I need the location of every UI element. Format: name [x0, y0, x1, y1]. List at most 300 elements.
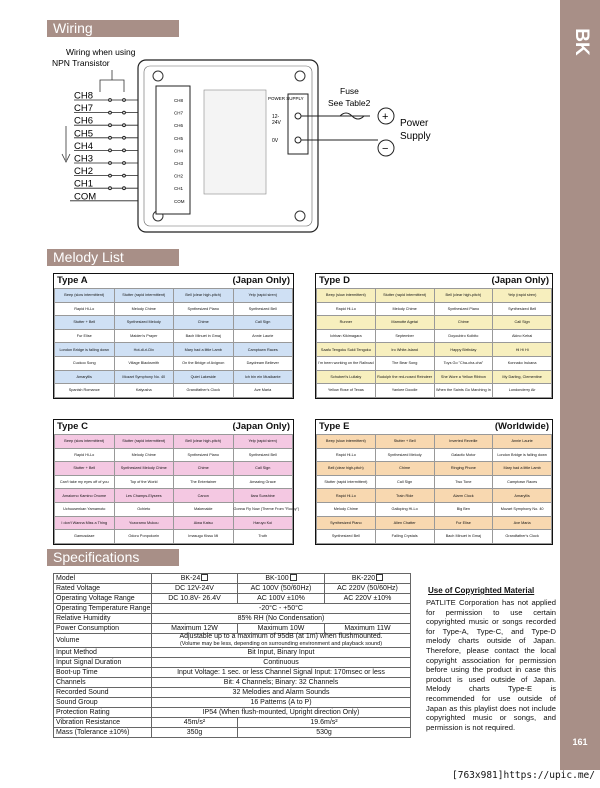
spec-value — [152, 728, 238, 738]
melody-cell: Annie Laurie — [233, 329, 293, 343]
spec-row — [54, 718, 411, 728]
spec-label: Vibration Resistance — [54, 718, 152, 728]
spec-value — [238, 574, 325, 584]
voltage-label-1: 12- — [272, 114, 280, 120]
melody-cell: Stutter + Bell — [55, 462, 115, 476]
spec-value-text: AC 100V ±10% — [257, 595, 305, 602]
spec-label: Operating Temperature Range — [54, 604, 152, 614]
melody-cell: Stutter (rapid intermittent) — [375, 289, 434, 303]
spec-value: IP54 (When flush-mounted, Upright direction Only) — [152, 708, 411, 718]
melody-cell: Call Sign — [375, 475, 434, 489]
melody-cell: Ich bin ein Musikante — [233, 370, 293, 384]
channel-label: CH2 — [74, 166, 94, 178]
spec-row — [54, 584, 411, 594]
spec-row — [54, 614, 411, 624]
spec-row — [54, 678, 411, 688]
spec-value-text: 350g — [186, 729, 203, 736]
power-label-1: Power — [400, 118, 429, 129]
spec-value-text: Maximum 11W — [344, 625, 391, 632]
spec-value-line: Adjustable up to a maximum of 95dB (at 1m) when flushmounted. — [179, 633, 383, 640]
melody-cell: Train Ride — [375, 489, 434, 503]
terminal-label: CH5 — [174, 135, 184, 141]
melody-cell: Synthesized Piano — [174, 302, 234, 316]
wiring-diagram — [40, 40, 460, 240]
switch-contact — [109, 124, 112, 127]
checkbox-icon[interactable] — [290, 574, 297, 581]
melody-table-region: (Japan Only) — [232, 275, 290, 286]
spec-value-text: Maximum 12W — [171, 625, 218, 632]
melody-cell: Stutter + Bell — [375, 435, 434, 449]
minus-sign: − — [382, 143, 389, 155]
spec-value: 32 Melodies and Alarm Sounds — [152, 688, 411, 698]
spec-value — [238, 584, 325, 594]
switch-contact — [109, 187, 112, 190]
melody-cell: Bach Minuet in Gmaj — [174, 329, 234, 343]
melody-cell: Synthesized Bell — [233, 448, 293, 462]
melody-cell: Ave Maria — [233, 384, 293, 398]
switch-contact — [123, 99, 126, 102]
melody-cell: Synthesized Melody — [114, 316, 174, 330]
spec-value-text: DC 12V-24V — [175, 585, 214, 592]
fuse-label-2: See Table2 — [328, 98, 371, 108]
melody-row — [55, 489, 293, 503]
terminal-label: CH2 — [174, 173, 184, 179]
spec-value — [238, 594, 325, 604]
melody-row — [317, 343, 552, 357]
melody-cell: London Bridge is falling down — [55, 343, 115, 357]
copyright-heading: Use of Copyrighted Material — [428, 586, 535, 595]
melody-cell: Quiet Lakeside — [174, 370, 234, 384]
melody-cell: Yankee Doodle — [375, 384, 434, 398]
melody-cell: Yelp (rapid siren) — [233, 289, 293, 303]
melody-cell: My Darling, Clementine — [493, 370, 552, 384]
melody-cell: Rapid Hi-Lo — [55, 448, 115, 462]
melody-cell: Call Sign — [233, 316, 293, 330]
switch-contact — [123, 124, 126, 127]
spec-value-note: (Volume may be less, depending on surrounding environment and playback sound) — [179, 640, 383, 647]
melody-row — [55, 530, 293, 544]
spec-table — [53, 573, 411, 738]
melody-row — [55, 462, 293, 476]
terminal-label: CH4 — [174, 148, 184, 154]
melody-cell: Camptown Races — [493, 475, 552, 489]
melody-cell: Two Tone — [434, 475, 493, 489]
terminal-label: CH8 — [174, 98, 184, 103]
spec-value-text: 19.6m/s² — [310, 719, 338, 726]
melody-table — [53, 419, 300, 545]
spec-value: Input Voltage: 1 sec. or less Channel Signal Input: 170msec or less — [152, 668, 411, 678]
spec-row — [54, 634, 411, 648]
power-label-2: Supply — [400, 131, 431, 142]
melody-cell: The Bear Song — [375, 356, 434, 370]
melody-table — [53, 273, 294, 399]
melody-cell: Melody Chime — [114, 302, 174, 316]
spec-value — [152, 574, 238, 584]
melody-cell: Synthesized Piano — [174, 448, 234, 462]
melody-cell: Truth — [233, 530, 293, 544]
melody-table-region: (Worldwide) — [494, 421, 549, 432]
melody-cell: Big Ben — [434, 502, 493, 516]
melody-cell: Londonderry Air — [493, 384, 552, 398]
melody-row — [317, 502, 552, 516]
melody-row — [317, 356, 552, 370]
switch-contact — [109, 99, 112, 102]
melody-cell: Melody Chime — [375, 302, 434, 316]
melody-cell: Mozart Symphony No. 40 — [493, 502, 552, 516]
melody-cell: Rapid Hi-Lo — [55, 302, 115, 316]
melody-cell: Amaryllis — [55, 370, 115, 384]
spec-row — [54, 658, 411, 668]
melody-cell: Stutter (rapid intermittent) — [114, 435, 174, 449]
spec-label: Input Method — [54, 648, 152, 658]
melody-cell: Chime — [174, 316, 234, 330]
melody-cell: Runner — [317, 316, 376, 330]
melody-cell: Amazing Grace — [233, 475, 293, 489]
melody-cell: Camptown Races — [233, 343, 293, 357]
melody-cell: Ave Maria — [493, 516, 552, 530]
spec-label: Operating Voltage Range — [54, 594, 152, 604]
spec-row — [54, 668, 411, 678]
spec-value — [325, 624, 411, 634]
melody-cell: Les Champs-Elysees — [114, 489, 174, 503]
footer-watermark: [763x981]https://upic.me/ — [452, 770, 595, 781]
switch-contact — [123, 136, 126, 139]
spec-row — [54, 624, 411, 634]
melody-cell: Gonna Fly Now (Theme From "Rocky") — [233, 502, 293, 516]
melody-cell: Bell (clear high-pitch) — [174, 289, 234, 303]
melody-cell: Galactic Motor — [434, 448, 493, 462]
melody-row — [55, 329, 293, 343]
melody-row — [317, 316, 552, 330]
terminal-label: CH3 — [174, 161, 184, 166]
melody-row — [55, 475, 293, 489]
melody-row — [55, 343, 293, 357]
melody-cell: Stutter (rapid intermittent) — [317, 475, 376, 489]
melody-row — [317, 462, 552, 476]
melody-cell: She Wore a Yellow Ribbon — [434, 370, 493, 384]
melody-row — [317, 448, 552, 462]
melody-cell: Schubert's Lullaby — [317, 370, 376, 384]
spec-label: Power Consumption — [54, 624, 152, 634]
spec-row — [54, 594, 411, 604]
spec-value: Bit: 4 Channels; Binary: 32 Channels — [152, 678, 411, 688]
melody-cell: Top of the World — [114, 475, 174, 489]
terminal-label: CH6 — [174, 123, 184, 129]
melody-cell: Stutter (rapid intermittent) — [114, 289, 174, 303]
melody-cell: Akino Kehai — [493, 329, 552, 343]
spec-label: Volume — [54, 634, 152, 648]
melody-cell: Uchuusenkan Yamamoto — [55, 502, 115, 516]
melody-cell: Inverted Reveille — [434, 435, 493, 449]
melody-cell: Bell (clear high-pitch) — [317, 462, 376, 476]
spec-section-title: Specifications — [47, 549, 179, 566]
channel-label: CH1 — [74, 178, 94, 190]
channel-label: CH3 — [74, 153, 94, 165]
melody-cell: Village Blacksmith — [114, 356, 174, 370]
melody-cell: Rudolph the red-nosed Reindeer — [375, 370, 434, 384]
spec-label: Relative Humidity — [54, 614, 152, 624]
melody-cell: Amaryllis — [493, 489, 552, 503]
melody-cell: Ichban Kikimagara — [317, 329, 376, 343]
melody-table-header — [316, 420, 552, 434]
melody-table-region: (Japan Only) — [232, 421, 290, 432]
power-supply-label: POWER SUPPLY — [268, 96, 304, 101]
melody-table-header — [316, 274, 552, 288]
spec-value — [152, 584, 238, 594]
melody-cell: Maiden's Prayer — [114, 329, 174, 343]
melody-cell: Aiwa Katsu — [174, 516, 234, 530]
channel-label: CH4 — [74, 140, 94, 152]
switch-contact — [123, 111, 126, 114]
switch-contact — [123, 174, 126, 177]
melody-cell: Alarm Clock — [434, 489, 493, 503]
melody-cell: Synthesized Piano — [434, 302, 493, 316]
melody-cell: Call Sign — [233, 462, 293, 476]
melody-cell: Beep (slow intermittent) — [55, 435, 115, 449]
melody-cell: Beep (slow intermittent) — [317, 289, 376, 303]
npn-label-1: Wiring when using — [66, 47, 136, 57]
melody-cell: The Entertainer — [174, 475, 234, 489]
melody-cell: Melody Chime — [317, 502, 376, 516]
spec-value-text: BK-220 — [351, 575, 376, 582]
melody-cell: Cuckoo Song — [55, 356, 115, 370]
spec-row — [54, 604, 411, 614]
melody-table-name: Type D — [319, 275, 350, 286]
channel-label: CH8 — [74, 90, 94, 102]
melody-cell: Yelp (rapid siren) — [493, 289, 552, 303]
melody-row — [317, 489, 552, 503]
melody-cell: Ochieto — [114, 502, 174, 516]
spec-value-text: 530g — [316, 729, 332, 736]
spec-value — [238, 718, 411, 728]
melody-row — [317, 302, 552, 316]
melody-cell: Fur Elise — [434, 516, 493, 530]
switch-contact — [109, 174, 112, 177]
melody-cell: Bach Minuet in Gmaj — [434, 530, 493, 544]
melody-cell: Canon — [174, 489, 234, 503]
plus-sign: + — [382, 111, 389, 123]
spec-value — [325, 594, 411, 604]
spec-label: Input Signal Duration — [54, 658, 152, 668]
melody-cell: Chime — [375, 462, 434, 476]
npn-bracket — [100, 70, 124, 92]
spec-label: Sound Group — [54, 698, 152, 708]
melody-row — [317, 289, 552, 303]
spec-value — [152, 594, 238, 604]
melody-cell: Grandfather's Clock — [493, 530, 552, 544]
power-terminal — [288, 94, 308, 154]
channel-label: CH7 — [74, 103, 94, 115]
melody-cell: Iro White-Island — [375, 343, 434, 357]
melody-table-name: Type E — [319, 421, 350, 432]
melody-cell: London Bridge is falling down — [493, 448, 552, 462]
melody-cell: Amaiorno Kamino Onome — [55, 489, 115, 503]
melody-cell: Falling Crystals — [375, 530, 434, 544]
melody-cell: Bell (clear high-pitch) — [174, 435, 234, 449]
melody-row — [55, 289, 293, 303]
spec-row — [54, 648, 411, 658]
spec-value: -20°C - +50°C — [152, 604, 411, 614]
wiring-section-title: Wiring — [47, 20, 179, 37]
channel-label: CH6 — [74, 115, 94, 127]
spec-value-text: DC 10.8V- 26.4V — [168, 595, 221, 602]
melody-cell: Rapid Hi-Lo — [317, 448, 376, 462]
spec-value — [152, 634, 411, 648]
melody-cell: On the Bridge of Avignon — [174, 356, 234, 370]
melody-row — [317, 370, 552, 384]
melody-row — [55, 302, 293, 316]
melody-cell: Mozart Symphony No. 40 — [114, 370, 174, 384]
spec-value-text: AC 220V ±10% — [343, 595, 392, 602]
melody-cell: Fur Elise — [55, 329, 115, 343]
copyright-body: PATLITE Corporation has not applied for permission to use certain copyrighted music or songs recorded for Type-A, Type-C, and Type-D melody charts outside of Japan. Therefore, please contact the local copyright association for permission before using the product in case this product is used outside of Japan. Melody charts Type-E is recommended for use outside of Japan as this playlist does not include copyrighted music or songs, and permission is not required. — [426, 598, 556, 732]
melody-row — [55, 435, 293, 449]
spec-value — [152, 718, 238, 728]
melody-row — [317, 475, 552, 489]
melody-cell: Melody Chime — [114, 448, 174, 462]
spec-value: Bit Input, Binary Input — [152, 648, 411, 658]
melody-cell: Alien Chatter — [375, 516, 434, 530]
spec-value: 16 Patterns (A to P) — [152, 698, 411, 708]
spec-label: Mass (Tolerance ±10%) — [54, 728, 152, 738]
melody-cell: Happy Birthday — [434, 343, 493, 357]
melody-cell: Doyoubiro Koibito — [434, 329, 493, 343]
melody-cell: Spanish Romance — [55, 384, 115, 398]
melody-cell: Saafu Tengoku Sukii Tengoku — [317, 343, 376, 357]
melody-cell: Rapid Hi-Lo — [317, 302, 376, 316]
melody-row — [55, 516, 293, 530]
terminal-label: CH1 — [174, 186, 184, 192]
melody-cell: Grandfather's Clock — [174, 384, 234, 398]
melody-cell: Mary had a little Lamb — [174, 343, 234, 357]
spec-label: Channels — [54, 678, 152, 688]
melody-row — [55, 370, 293, 384]
spec-value-text: AC 220V (50/60Hz) — [337, 585, 398, 592]
melody-table-region: (Japan Only) — [491, 275, 549, 286]
spec-value-text: BK-100 — [265, 575, 289, 582]
melody-cell: When the Saints Go Marching In — [434, 384, 493, 398]
melody-cell: Haruyo Koi — [233, 516, 293, 530]
spec-value-text: BK-24 — [180, 575, 201, 582]
melody-cell: Beep (slow intermittent) — [317, 435, 376, 449]
melody-table — [315, 419, 553, 545]
channel-label: CH5 — [74, 128, 94, 140]
spec-value — [325, 574, 411, 584]
switch-contact — [123, 162, 126, 165]
melody-cell: Mamotte Agetai — [375, 316, 434, 330]
spec-value-text: 45m/s² — [183, 719, 206, 726]
melody-row — [317, 530, 552, 544]
circuit-board — [204, 90, 266, 194]
melody-cell: Hi Hi Hi — [493, 343, 552, 357]
melody-cell: Beep (slow intermittent) — [55, 289, 115, 303]
switch-contact — [109, 111, 112, 114]
melody-cell: Konnako Irukana — [493, 356, 552, 370]
spec-label: Protection Rating — [54, 708, 152, 718]
spec-value — [238, 624, 325, 634]
melody-cell: Imasugu Kissu Mi — [174, 530, 234, 544]
melody-cell: Chime — [174, 462, 234, 476]
series-code: BK — [571, 28, 592, 56]
melody-table-name: Type C — [57, 421, 88, 432]
terminal-label: CH7 — [174, 110, 184, 116]
spec-value: Continuous — [152, 658, 411, 668]
spec-row — [54, 698, 411, 708]
melody-cell: Mary had a little Lamb — [493, 462, 552, 476]
melody-table-header — [54, 274, 293, 288]
spec-value: 85% RH (No Condensation) — [152, 614, 411, 624]
melody-row — [55, 502, 293, 516]
melody-cell: Yellow Rose of Texas — [317, 384, 376, 398]
melody-row — [55, 384, 293, 398]
melody-row — [317, 384, 552, 398]
melody-cell: Katyusha — [114, 384, 174, 398]
spec-value — [152, 624, 238, 634]
melody-row — [317, 329, 552, 343]
spec-label: Rated Voltage — [54, 584, 152, 594]
melody-cell: I don't Wanna Miss a Thing — [55, 516, 115, 530]
switch-contact — [123, 187, 126, 190]
melody-cell: Toys Go "Cha-cha-cha" — [434, 356, 493, 370]
npn-label-2: NPN Transistor — [52, 58, 110, 68]
melody-cell: Makenaide — [174, 502, 234, 516]
melody-cell: Synthesized Melody Chime — [114, 462, 174, 476]
spec-row — [54, 574, 411, 584]
melody-cell: Synthesized Bell — [233, 302, 293, 316]
switch-contact — [109, 149, 112, 152]
page-number: 161 — [572, 737, 588, 747]
melody-cell: Bell (clear high-pitch) — [434, 289, 493, 303]
checkbox-icon[interactable] — [201, 574, 208, 581]
melody-row — [55, 316, 293, 330]
melody-cell: Call Sign — [493, 316, 552, 330]
melody-table — [315, 273, 553, 399]
melody-cell: Gamusdaze — [55, 530, 115, 544]
side-tab — [560, 0, 600, 770]
spec-row — [54, 708, 411, 718]
melody-table-name: Type A — [57, 275, 88, 286]
melody-cell: Annie Laurie — [493, 435, 552, 449]
spec-value — [238, 728, 411, 738]
melody-row — [55, 356, 293, 370]
switch-contact — [123, 149, 126, 152]
checkbox-icon[interactable] — [376, 574, 383, 581]
fuse-label-1: Fuse — [340, 86, 359, 96]
melody-section-title: Melody List — [47, 249, 179, 266]
melody-cell: Synthesized Bell — [493, 302, 552, 316]
melody-cell: Chime — [434, 316, 493, 330]
terminal-label: COM — [174, 198, 185, 204]
melody-cell: Daydream Believer — [233, 356, 293, 370]
melody-cell: Ilara Sunshine — [233, 489, 293, 503]
switch-contact — [109, 162, 112, 165]
spec-value-text: Maximum 10W — [257, 625, 305, 632]
melody-cell: Synthesized Bell — [317, 530, 376, 544]
spec-value — [325, 584, 411, 594]
melody-cell: Rapid Hi-Lo — [317, 489, 376, 503]
melody-cell: Yozoramo Mukou — [114, 516, 174, 530]
spec-label: Boot-up Time — [54, 668, 152, 678]
melody-cell: Ringing Phone — [434, 462, 493, 476]
melody-row — [317, 516, 552, 530]
melody-cell: Synthesized Piano — [317, 516, 376, 530]
spec-value-text: AC 100V (50/60Hz) — [250, 585, 312, 592]
zero-v-label: 0V — [272, 138, 279, 144]
melody-cell: Synthesized Melody — [375, 448, 434, 462]
voltage-label-2: 24V — [272, 120, 281, 126]
melody-cell: September — [375, 329, 434, 343]
terminal-block — [156, 86, 190, 214]
